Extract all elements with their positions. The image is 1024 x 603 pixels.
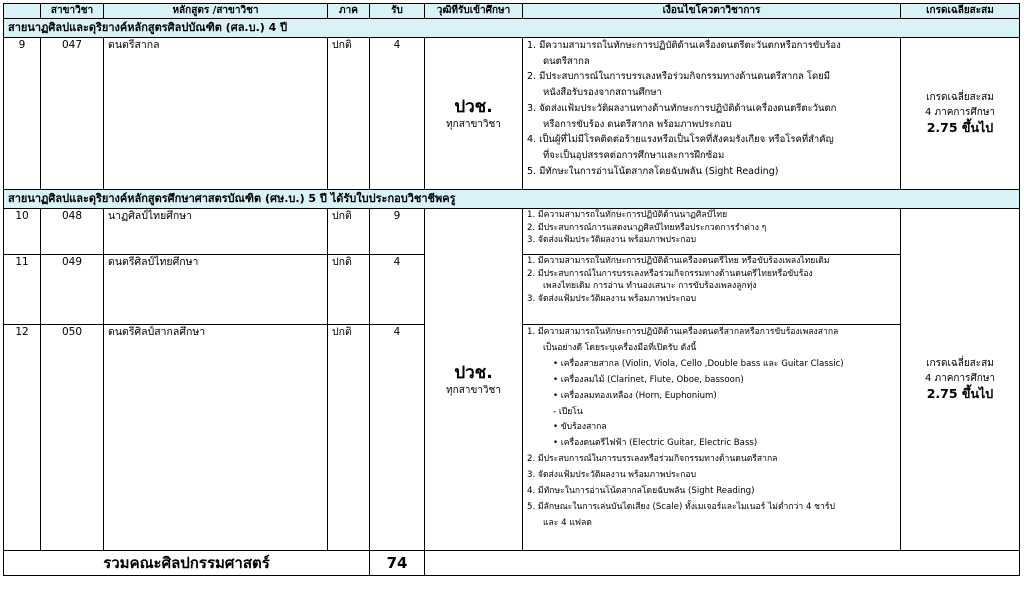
row-code: 048 [41, 209, 104, 255]
table-row [4, 38, 1020, 190]
row-program: นาฏศิลป์ไทยศึกษา [104, 209, 328, 255]
gpa-line: เกรดเฉลี่ยสะสม [926, 358, 994, 369]
condition-line: 3. จัดส่งแฟ้มประวัติผลงาน พร้อมภาพประกอบ [527, 470, 697, 481]
condition-line: 3. จัดส่งแฟ้มประวัติผลงาน พร้อมภาพประกอบ [527, 235, 697, 246]
qualification-sub: ทุกสาขาวิชา [446, 384, 501, 396]
condition-line: 5. มีทักษะในการอ่านโน้ตสากลโดยฉับพลัน (Sight Reading) [527, 165, 779, 177]
row-no: 10 [4, 209, 41, 255]
row-term: ปกติ [328, 325, 370, 551]
row-program: ดนตรีศิลป์ไทยศึกษา [104, 255, 328, 325]
condition-line: - เปียโน [553, 406, 583, 417]
condition-line: 1. มีความสามารถในทักษะการปฏิบัติด้านเครื่องดนตรีสากลหรือการขับร้องเพลงสากล [527, 327, 839, 337]
row-seats: 4 [370, 255, 425, 325]
table-row [4, 209, 1020, 255]
section-row [4, 19, 1020, 38]
gpa-cell [901, 209, 1020, 551]
condition-line: 1. มีความสามารถในทักษะการปฏิบัติด้านเครื่องดนตรีไทย หรือขับร้องเพลงไทยเดิม [527, 256, 830, 266]
condition-line: 2. มีประสบการณ์การแสดงนาฏศิลป์ไทยหรือประกวดการรำต่าง ๆ [527, 222, 767, 233]
header-conditions: เงื่อนไขโควตาวิชาการ [523, 4, 901, 19]
condition-line: เป็นอย่างดี โดยระบุเครื่องมือที่เปิดรับ ดังนี้ [543, 342, 697, 353]
condition-line: เพลงไทยเดิม การอ่าน ทำนองเสนาะ การขับร้องเพลงลูกทุ่ง [543, 281, 757, 292]
condition-line: ดนตรีสากล [543, 55, 590, 67]
row-no: 9 [4, 38, 41, 190]
qualification-cell [425, 209, 523, 551]
condition-line: 1. มีความสามารถในทักษะการปฏิบัติด้านเครื่องดนตรีตะวันตกหรือการขับร้อง [527, 40, 841, 51]
header-term: ภาค [328, 4, 370, 19]
row-seats: 9 [370, 209, 425, 255]
condition-line: ที่จะเป็นอุปสรรคต่อการศึกษาและการฝึกซ้อม [543, 149, 725, 161]
total-empty [425, 551, 1020, 576]
header-code: สาขาวิชา [41, 4, 104, 19]
condition-line: • เครื่องลมไม้ (Clarinet, Flute, Oboe, bassoon) [553, 374, 744, 385]
row-program: ดนตรีสากล [104, 38, 328, 190]
condition-line: 4. มีทักษะในการอ่านโน้ตสากลโดยฉับพลัน (Sight Reading) [527, 486, 755, 497]
header-seats: รับ [370, 4, 425, 19]
row-no: 11 [4, 255, 41, 325]
condition-line: 4. เป็นผู้ที่ไม่มีโรคติดต่อร้ายแรงหรือเป็นโรคที่สังคมรังเกียจ หรือโรคที่สำคัญ [527, 134, 834, 146]
section-row [4, 190, 1020, 209]
condition-line: • เครื่องลมทองเหลือง (Horn, Euphonium) [553, 390, 717, 401]
condition-line: • เครื่องดนตรีไฟฟ้า (Electric Guitar, Electric Bass) [553, 438, 758, 449]
row-code: 047 [41, 38, 104, 190]
conditions-cell [523, 255, 901, 325]
header-no [4, 4, 41, 19]
gpa-line: เกรดเฉลี่ยสะสม [926, 92, 994, 103]
condition-line: 2. มีประสบการณ์ในการบรรเลงหรือร่วมกิจกรรมทางด้านดนตรีสากล [527, 454, 778, 465]
header-program: หลักสูตร /สาขาวิชา [104, 4, 328, 19]
conditions-cell [523, 209, 901, 255]
condition-line: และ 4 แฟลต [543, 517, 592, 528]
row-term: ปกติ [328, 38, 370, 190]
condition-line: 2. มีประสบการณ์ในการบรรเลงหรือร่วมกิจกรรมทางด้านดนตรีสากล โดยมี [527, 71, 830, 83]
qualification-cell [425, 38, 523, 190]
row-no: 12 [4, 325, 41, 551]
row-seats: 4 [370, 38, 425, 190]
qualification-main: ปวช. [454, 362, 493, 383]
gpa-line: 4 ภาคการศึกษา [924, 373, 996, 384]
gpa-line: 4 ภาคการศึกษา [924, 107, 996, 118]
section-title: สายนาฏศิลปและดุริยางค์หลักสูตรศิลปบัณฑิต (ศล.บ.) 4 ปี [4, 19, 1020, 38]
row-code: 050 [41, 325, 104, 551]
condition-line: 3. จัดส่งแฟ้มประวัติผลงาน พร้อมภาพประกอบ [527, 293, 697, 304]
row-term: ปกติ [328, 209, 370, 255]
condition-line: 5. มีลักษณะในการเล่นบันไดเสียง (Scale) ทั้งเมเจอร์และไมเนอร์ ไม่ต่ำกว่า 4 ชาร์ป [527, 501, 835, 512]
condition-line: หรือการขับร้อง ดนตรีสากล พร้อมภาพประกอบ [543, 118, 732, 130]
row-program: ดนตรีศิลป์สากลศึกษา [104, 325, 328, 551]
header-qualification: วุฒิที่รับเข้าศึกษา [425, 4, 523, 19]
total-value: 74 [370, 551, 425, 576]
qualification-sub: ทุกสาขาวิชา [446, 118, 501, 130]
section-title: สายนาฏศิลปและดุริยางค์หลักสูตรศึกษาศาสตรบัณฑิต (ศษ.บ.) 5 ปี ได้รับใบประกอบวิชาชีพครู [4, 190, 1020, 209]
condition-line: 3. จัดส่งแฟ้มประวัติผลงานทางด้านทักษะการปฏิบัติด้านเครื่องดนตรีตะวันตก [527, 102, 837, 114]
condition-line: • ขับร้องสากล [553, 422, 607, 433]
conditions-cell [523, 38, 901, 190]
qualification-main: ปวช. [454, 96, 493, 117]
condition-line: หนังสือรับรองจากสถานศึกษา [543, 87, 662, 99]
row-term: ปกติ [328, 255, 370, 325]
gpa-value: 2.75 ขึ้นไป [926, 120, 994, 135]
header-gpa: เกรดเฉลี่ยสะสม [901, 4, 1020, 19]
header-row [4, 4, 1020, 19]
condition-line: • เครื่องสายสากล (Violin, Viola, Cello ,Double bass และ Guitar Classic) [553, 358, 844, 369]
quota-table [3, 3, 1020, 576]
total-label: รวมคณะศิลปกรรมศาสตร์ [4, 551, 370, 576]
gpa-cell [901, 38, 1020, 190]
row-code: 049 [41, 255, 104, 325]
row-seats: 4 [370, 325, 425, 551]
gpa-value: 2.75 ขึ้นไป [926, 386, 994, 401]
total-row [4, 551, 1020, 576]
conditions-cell [523, 325, 901, 551]
condition-line: 2. มีประสบการณ์ในการบรรเลงหรือร่วมกิจกรรมทางด้านดนตรีไทยหรือขับร้อง [527, 268, 813, 279]
condition-line: 1. มีความสามารถในทักษะการปฏิบัติด้านนาฏศิลป์ไทย [527, 210, 728, 220]
